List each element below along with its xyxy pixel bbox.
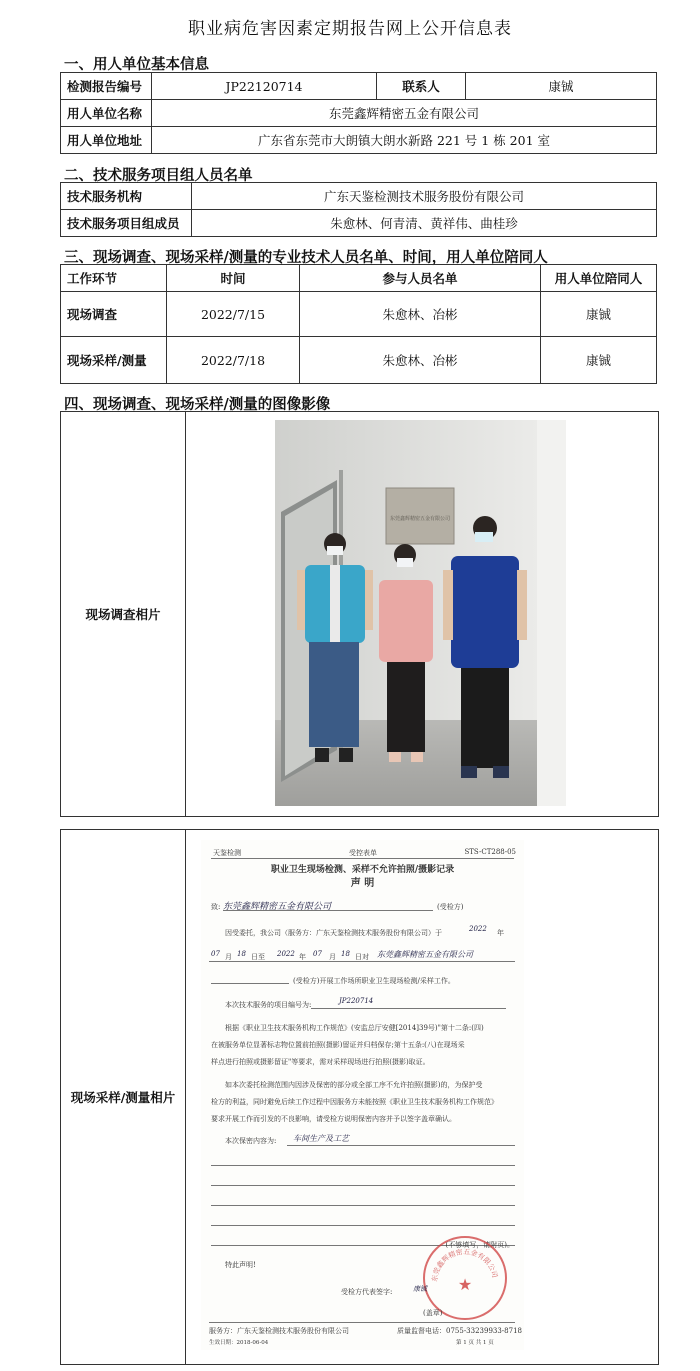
survey-photo-image [275, 420, 566, 806]
row-escort: 康铖 [541, 292, 657, 337]
doc-p2-underline [209, 961, 515, 962]
doc-hdr-left: 天鉴检测 [213, 849, 241, 857]
service-team-table [60, 182, 657, 237]
row-stage: 现场调查 [61, 292, 167, 337]
col-header-escort: 用人单位陪同人 [541, 265, 657, 292]
doc-p11-underline [287, 1145, 515, 1146]
doc-p1-year: 2022 [469, 925, 487, 933]
doc-hdr-mid: 受控表单 [349, 849, 377, 857]
col-header-stage: 工作环节 [61, 265, 167, 292]
unit-addr-value: 广东省东莞市大朗镇大朗水新路 221 号 1 栋 201 室 [152, 127, 657, 154]
org-label: 技术服务机构 [61, 183, 192, 210]
doc-blank-line [211, 1205, 515, 1206]
doc-title: 职业卫生现场检测、采样不允许拍照/摄影记录 [270, 865, 455, 875]
doc-seal-label: (盖章) [423, 1309, 443, 1317]
table-row [61, 337, 657, 384]
doc-p2-month: 07 [211, 950, 220, 958]
doc-footer-rule [209, 1322, 515, 1323]
doc-p4: 本次技术服务的项目编号为: [225, 1001, 312, 1009]
doc-p11: 本次保密内容为: [225, 1137, 277, 1145]
doc-p6: 在被服务单位显著标志物位置前拍照(摄影)留证并归档保存;第十五条:(八)在现场采 [211, 1041, 465, 1049]
doc-p2-day: 18 [237, 950, 246, 958]
seal-text: 东莞鑫辉精密五金有限公司 [430, 1247, 499, 1283]
contact-value: 康铖 [466, 73, 657, 100]
doc-hdr-right: STS-CT288-05 [464, 848, 516, 856]
col-header-people: 参与人员名单 [300, 265, 541, 292]
doc-p4-hand: JP220714 [339, 997, 374, 1005]
survey-photo-label: 现场调查相片 [61, 412, 186, 816]
doc-header-rule [211, 858, 514, 859]
members-value: 朱愈林、何青清、黄祥伟、曲桂珍 [192, 210, 657, 237]
doc-foot-left: 服务方：广东天鉴检测技术服务股份有限公司 [209, 1327, 349, 1335]
doc-to-hand: 东莞鑫辉精密五金有限公司 [223, 902, 332, 912]
doc-blank-line [211, 1225, 515, 1226]
doc-subtitle: 声 明 [350, 878, 375, 889]
unit-name-label: 用人单位名称 [61, 100, 152, 127]
unit-name-value: 东莞鑫辉精密五金有限公司 [152, 100, 657, 127]
section1-heading: 一、用人单位基本信息 [64, 56, 209, 73]
doc-foot-date: 生效日期：2018-06-04 [209, 1340, 269, 1346]
doc-to-prefix: 致: [211, 903, 221, 911]
row-people: 朱愈林、冶彬 [300, 292, 541, 337]
unit-info-table [60, 72, 657, 154]
members-label: 技术服务项目组成员 [61, 210, 192, 237]
doc-foot-right: 质量监督电话：0755-33239933-8718 [397, 1327, 522, 1335]
doc-p9: 检方的利益，同时避免后续工作过程中因服务方未能按照《职业卫生技术服务机构工作规范》 [211, 1098, 498, 1106]
row-date: 2022/7/15 [167, 292, 300, 337]
doc-p1: 因受委托，我公司（服务方：广东天鉴检测技术服务股份有限公司）于 [225, 929, 442, 937]
survey-photo [275, 420, 566, 806]
doc-to-underline [223, 910, 433, 911]
doc-blank-line [211, 1165, 515, 1166]
doc-p2-month2: 07 [313, 950, 322, 958]
doc-p1-nian: 年 [497, 929, 504, 937]
page-title: 职业病危害因素定期报告网上公开信息表 [188, 19, 512, 39]
section4-heading: 四、现场调查、现场采样/测量的图像影像 [64, 396, 331, 413]
org-value: 广东天鉴检测技术服务股份有限公司 [192, 183, 657, 210]
doc-p2-mid: 月 [225, 953, 232, 961]
doc-note: (不够填写，请附页)。 [445, 1241, 514, 1249]
doc-p2-day2: 18 [341, 950, 350, 958]
row-stage: 现场采样/测量 [61, 337, 167, 384]
seal-graphic [425, 1238, 505, 1318]
sampling-declaration-photo [201, 840, 524, 1350]
doc-p7: 样点进行拍照或摄影留证"等要求，需对采样现场进行拍照(摄影)取证。 [211, 1058, 430, 1066]
doc-blank-line [211, 1185, 515, 1186]
doc-p2-hand: 东莞鑫辉精密五金有限公司 [377, 950, 473, 959]
doc-p2-ri: 日至 [251, 953, 265, 961]
sign-text: 东莞鑫辉精密五金有限公司 [389, 516, 451, 522]
row-date: 2022/7/18 [167, 337, 300, 384]
doc-p4-underline [311, 1008, 506, 1009]
doc-to-suffix: (受检方) [437, 903, 464, 911]
row-escort: 康铖 [541, 337, 657, 384]
report-no-value: JP22120714 [152, 73, 377, 100]
unit-addr-label: 用人单位地址 [61, 127, 152, 154]
doc-p2-nian2: 年 [299, 953, 306, 961]
section2-heading: 二、技术服务项目组人员名单 [64, 167, 253, 184]
survey-photo-box [60, 411, 659, 817]
doc-rep: 受检方代表签字: [341, 1288, 393, 1296]
doc-special: 特此声明! [225, 1261, 256, 1269]
report-no-label: 检测报告编号 [61, 73, 152, 100]
doc-p2-yue2: 月 [329, 953, 336, 961]
sampling-photo-label: 现场采样/测量相片 [61, 830, 186, 1364]
doc-p3: (受检方)开展工作场所职业卫生现场检测/采样工作。 [293, 977, 455, 985]
section3-heading: 三、现场调查、现场采样/测量的专业技术人员名单、时间，用人单位陪同人 [64, 249, 548, 266]
doc-p8: 如本次委托检测范围内因涉及保密的部分或全部工序不允许拍照(摄影)的，为保护受 [225, 1081, 483, 1089]
doc-p2-ri2: 日对 [355, 953, 369, 961]
fieldwork-table [60, 264, 657, 384]
sampling-photo-box [60, 829, 659, 1365]
contact-label: 联系人 [377, 73, 466, 100]
table-row [61, 292, 657, 337]
doc-rep-hand: 康铖 [413, 1285, 427, 1293]
doc-foot-page: 第 1 页 共 1 页 [456, 1340, 494, 1346]
row-people: 朱愈林、冶彬 [300, 337, 541, 384]
doc-p10: 要求开展工作而引发的不良影响，请受检方说明保密内容并予以签字盖章确认。 [211, 1115, 456, 1123]
doc-p3-underline [211, 983, 289, 984]
doc-p11-hand: 车间生产及工艺 [293, 1134, 349, 1143]
seal-star-icon: ★ [457, 1275, 473, 1294]
doc-p5: 根据《职业卫生技术服务机构工作规范》(安监总厅安健[2014]39号)"第十二条:(四) [225, 1024, 484, 1032]
col-header-date: 时间 [167, 265, 300, 292]
doc-p2-year2: 2022 [277, 950, 295, 958]
